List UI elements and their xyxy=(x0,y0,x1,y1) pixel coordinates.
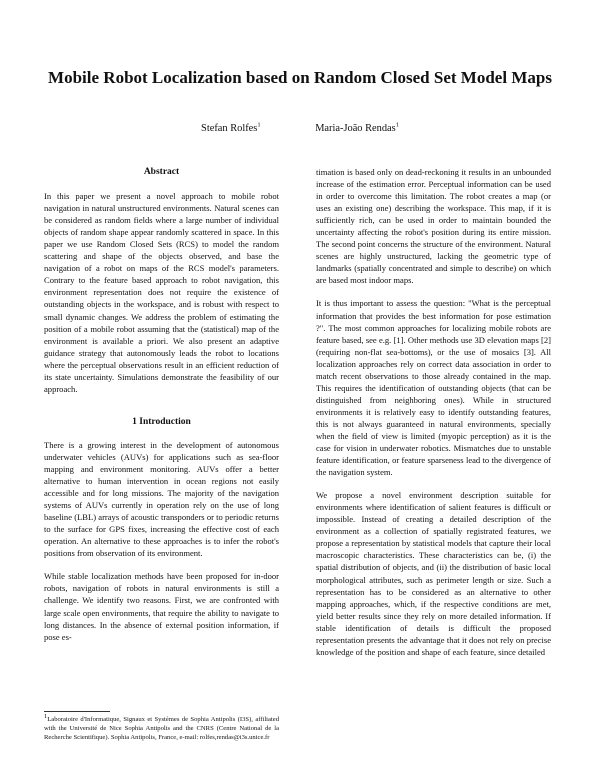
right-paragraph-3: We propose a novel environment description suitable for environments where identification of salient features is difficult or impossible. Instead of creating a detailed description of the environment as a collection of spatially registrated features, we propose a representation by statistical models that capture their local macroscopic characteristics. These characteristics can be, (i) the spatial distribution of objects, and (ii) the distribution of basic local morphological attributes, such as perimeter length or size. Such a representation has to be considered as an alternative to other mapping approaches, which, if the respective conditions are met, yield better results since they rely on more detailed information. If stable identification of details is difficult the proposed representation presents the advantage that it does not rely on precise knowledge of the position and shape of each feature, since detailed xyxy=(316,490,551,657)
author-list xyxy=(40,123,560,134)
author-2-mark: 1 xyxy=(395,121,399,129)
abstract-heading: Abstract xyxy=(143,167,180,177)
right-paragraph-1: timation is based only on dead-reckoning it results in an unbounded increase of the estimation error. Perceptual information can be used in order to overcome this limitation. The robot creates a map (or uses an existing one) describing the workspace. This map, if it is sufficiently rich, can be used in order to maintain bounded the uncertainty affecting the robot's position during its entire mission. The second point concerns the structure of the environment. Natural scenes are highly unstructured, lacking the geometric type of landmarks (spatially concentrated and simple to describe) on which are based most indoor maps. xyxy=(316,167,551,286)
abstract-text: In this paper we present a novel approach to mobile robot navigation in natural unstructured environments. Natural scenes can be considered as random fields where a large number of individual objects of random shape appear randomly scattered in space. In this paper we use Random Closed Sets (RCS) to model the random scattering and shape of the objects observed, and base the navigation of a robot on maps of the RCS model's parameters. Contrary to the feature based approach to robot navigation, this environment representation does not require the existence of outstanding objects in the workspace, and is robust with respect to small dynamic changes. We address the problem of estimating the position of a mobile robot assuming that the (statistical) map of the environment is available a priori. We also present an adaptive guidance strategy that autonomously leads the robot to locations where the perceptual observations result in an efficient reduction of its state uncertainty. Simulations demonstrate the feasibility of our approach. xyxy=(44,191,279,394)
intro-paragraph-2: While stable localization methods have been proposed for in-door robots, navigation of robots in natural environments is still a challenge. We identify two reasons. First, we are confronted with large scale open environments, that require the ability to navigate to long distances. In the absence of external position information, if pose es- xyxy=(44,571,279,642)
footnote xyxy=(44,712,279,743)
left-column xyxy=(44,166,279,654)
paper-title: Mobile Robot Localization based on Random Closed Set Model Maps xyxy=(48,68,552,87)
footnote-text: Laboratoire d'Informatique, Signaux et Systèmes de Sophia Antipolis (I3S), affiliated with the Université de Nice Sophia Antipolis and the CNRS (Centre National de la Recherche Scientifique). Sophia Antipolis, France, e-mail: rolfes,rendas@i3s.unice.fr xyxy=(44,716,279,742)
author-1-mark: 1 xyxy=(257,121,261,129)
author-1 xyxy=(201,123,261,134)
footnote-mark: 1 xyxy=(44,712,48,720)
intro-paragraph-1: There is a growing interest in the development of autonomous underwater vehicles (AUVs) for applications such as sea-floor mapping and environment monitoring. AUVs offer a better alternative to human intervention in ocean regions not easily accessible and for long missions. The majority of the navigation systems of AUVs currently in operation rely on the use of long baseline (LBL) arrays of acoustic transponders or to periodic returns to the surface for GPS fixes, increasing the effective cost of each operation. An alternative to these approaches is to infer the robot's positions from observation of its environment. xyxy=(44,439,279,559)
right-column xyxy=(316,166,551,669)
author-1-name: Stefan Rolfes xyxy=(201,123,258,134)
author-2 xyxy=(315,123,399,134)
right-paragraph-2: It is thus important to assess the question: "What is the perceptual information that provides the best information for pose estimation ?". The most common approaches for localizing mobile robots are feature based, see e.g. [1]. Other methods use 3D elevation maps [2] (requiring non-flat sea-bottoms), or the use of mosaics [3]. All localization approaches rely on correct data association in order to match recent observations to those already contained in the map. This requires the identification of outstanding objects (that can be distinguished from neighboring ones). While in structured environments it is relatively easy to identify outstanding features, this is not always guaranteed in natural environments, specially when the field of view is limited (myopic perception) as it is the case for vision in underwater robotics. Mismatches due to unstable feature identification, or feature sparseness lead to the divergence of the navigation system. xyxy=(316,298,551,478)
introduction-heading: 1 Introduction xyxy=(132,416,191,427)
footnote-rule xyxy=(44,711,110,712)
author-2-name: Maria-João Rendas xyxy=(315,123,396,134)
